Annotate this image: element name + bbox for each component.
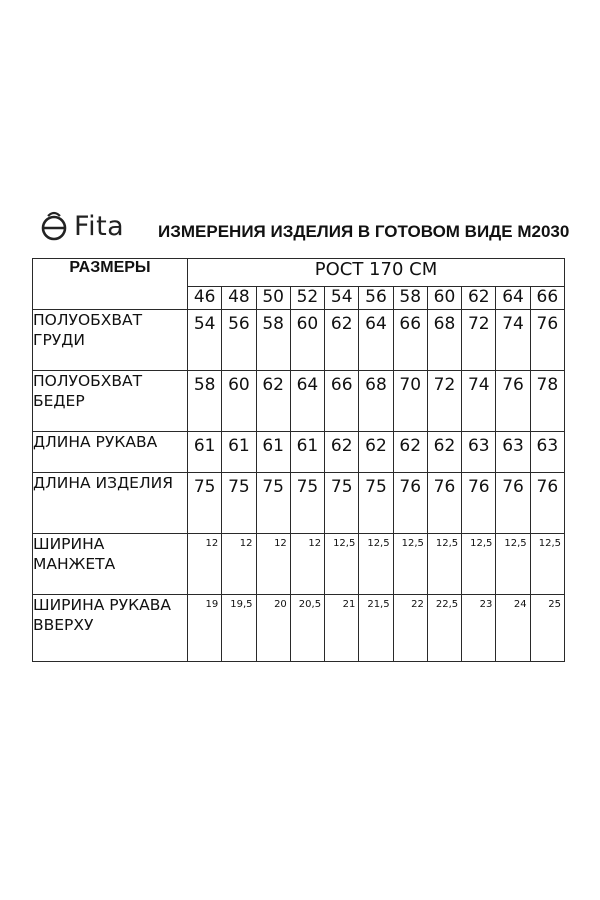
brand-logo [38,208,124,244]
value-cell: 60 [290,310,324,371]
value-cell: 25 [530,595,564,662]
value-cell: 78 [530,371,564,432]
value-cell: 75 [222,473,256,534]
value-cell: 66 [393,310,427,371]
value-cell: 21,5 [359,595,393,662]
value-cell: 64 [290,371,324,432]
sizes-column-header: РАЗМЕРЫ [33,259,188,310]
value-cell: 21 [325,595,359,662]
value-cell: 75 [290,473,324,534]
value-cell: 12,5 [530,534,564,595]
value-cell: 63 [496,432,530,473]
value-cell: 63 [530,432,564,473]
value-cell: 72 [462,310,496,371]
table-row [33,534,565,595]
value-cell: 64 [359,310,393,371]
value-cell: 76 [530,473,564,534]
value-cell: 58 [256,310,290,371]
value-cell: 61 [256,432,290,473]
value-cell: 74 [462,371,496,432]
size-header-cell: 50 [256,287,290,310]
value-cell: 56 [222,310,256,371]
row-label: ДЛИНА РУКАВА [33,432,188,473]
size-chart-table [32,258,565,662]
fita-logo-icon [38,210,70,242]
value-cell: 62 [256,371,290,432]
value-cell: 61 [188,432,222,473]
size-header-cell: 66 [530,287,564,310]
value-cell: 76 [462,473,496,534]
value-cell: 22 [393,595,427,662]
value-cell: 68 [427,310,461,371]
value-cell: 12 [290,534,324,595]
size-header-cell: 56 [359,287,393,310]
value-cell: 12,5 [325,534,359,595]
value-cell: 75 [325,473,359,534]
value-cell: 75 [188,473,222,534]
value-cell: 60 [222,371,256,432]
value-cell: 20 [256,595,290,662]
value-cell: 58 [188,371,222,432]
value-cell: 76 [496,473,530,534]
value-cell: 66 [325,371,359,432]
value-cell: 76 [530,310,564,371]
size-header-cell: 58 [393,287,427,310]
size-header-cell: 46 [188,287,222,310]
size-header-cell: 60 [427,287,461,310]
table-row [33,432,565,473]
value-cell: 61 [222,432,256,473]
row-label: ДЛИНА ИЗДЕЛИЯ [33,473,188,534]
value-cell: 19 [188,595,222,662]
value-cell: 12 [256,534,290,595]
value-cell: 12,5 [496,534,530,595]
value-cell: 62 [427,432,461,473]
value-cell: 12,5 [462,534,496,595]
document-title: ИЗМЕРЕНИЯ ИЗДЕЛИЯ В ГОТОВОМ ВИДЕ M2030 [158,222,570,241]
value-cell: 12,5 [393,534,427,595]
table-row [33,310,565,371]
value-cell: 12 [222,534,256,595]
header-row-height [33,259,565,287]
row-label: ПОЛУОБХВАТ БЕДЕР [33,371,188,432]
size-header-cell: 64 [496,287,530,310]
brand-name: Fita [74,210,125,242]
value-cell: 23 [462,595,496,662]
table-row [33,595,565,662]
size-header-cell: 48 [222,287,256,310]
value-cell: 24 [496,595,530,662]
size-header-cell: 54 [325,287,359,310]
value-cell: 68 [359,371,393,432]
value-cell: 62 [325,432,359,473]
value-cell: 62 [359,432,393,473]
value-cell: 54 [188,310,222,371]
table-row [33,371,565,432]
value-cell: 62 [393,432,427,473]
value-cell: 75 [359,473,393,534]
value-cell: 61 [290,432,324,473]
page-header [38,208,568,248]
value-cell: 62 [325,310,359,371]
value-cell: 12,5 [359,534,393,595]
value-cell: 76 [427,473,461,534]
value-cell: 20,5 [290,595,324,662]
value-cell: 12,5 [427,534,461,595]
value-cell: 12 [188,534,222,595]
table-row [33,473,565,534]
value-cell: 74 [496,310,530,371]
row-label: ШИРИНА РУКАВА ВВЕРХУ [33,595,188,662]
height-group-header: РОСТ 170 СМ [188,259,565,287]
value-cell: 72 [427,371,461,432]
value-cell: 70 [393,371,427,432]
size-header-cell: 52 [290,287,324,310]
value-cell: 63 [462,432,496,473]
row-label: ШИРИНА МАНЖЕТА [33,534,188,595]
size-header-cell: 62 [462,287,496,310]
value-cell: 76 [393,473,427,534]
value-cell: 76 [496,371,530,432]
value-cell: 19,5 [222,595,256,662]
value-cell: 22,5 [427,595,461,662]
value-cell: 75 [256,473,290,534]
row-label: ПОЛУОБХВАТ ГРУДИ [33,310,188,371]
